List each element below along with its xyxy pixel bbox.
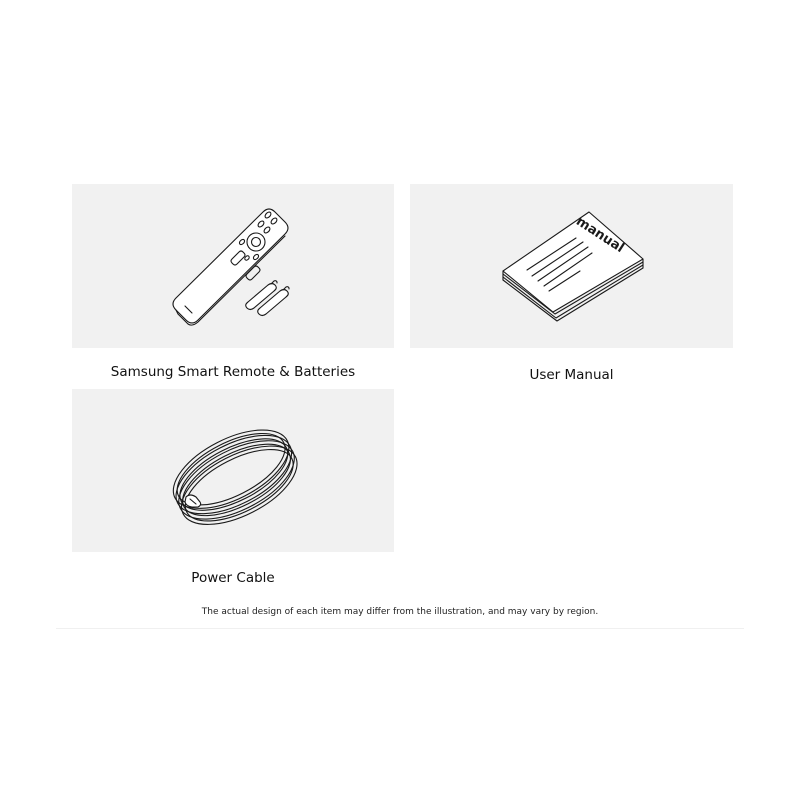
- divider: [56, 628, 744, 629]
- manual-tile: [410, 184, 733, 348]
- cable-tile: [72, 389, 394, 552]
- manual-cover-text: manual: [573, 214, 627, 257]
- disclaimer-text: The actual design of each item may differ from the illustration, and may vary by region.: [201, 607, 599, 617]
- remote-tile: [72, 184, 394, 348]
- power-cable-icon: [72, 389, 394, 552]
- manual-caption: User Manual: [529, 367, 614, 383]
- remote-caption: Samsung Smart Remote & Batteries: [110, 364, 356, 380]
- cable-plug: [185, 495, 201, 507]
- remote-and-batteries-icon: [72, 184, 394, 348]
- cable-caption: Power Cable: [191, 570, 275, 586]
- cable-coil: [161, 414, 309, 541]
- user-manual-icon: [410, 184, 733, 348]
- batteries-icon: [246, 281, 289, 316]
